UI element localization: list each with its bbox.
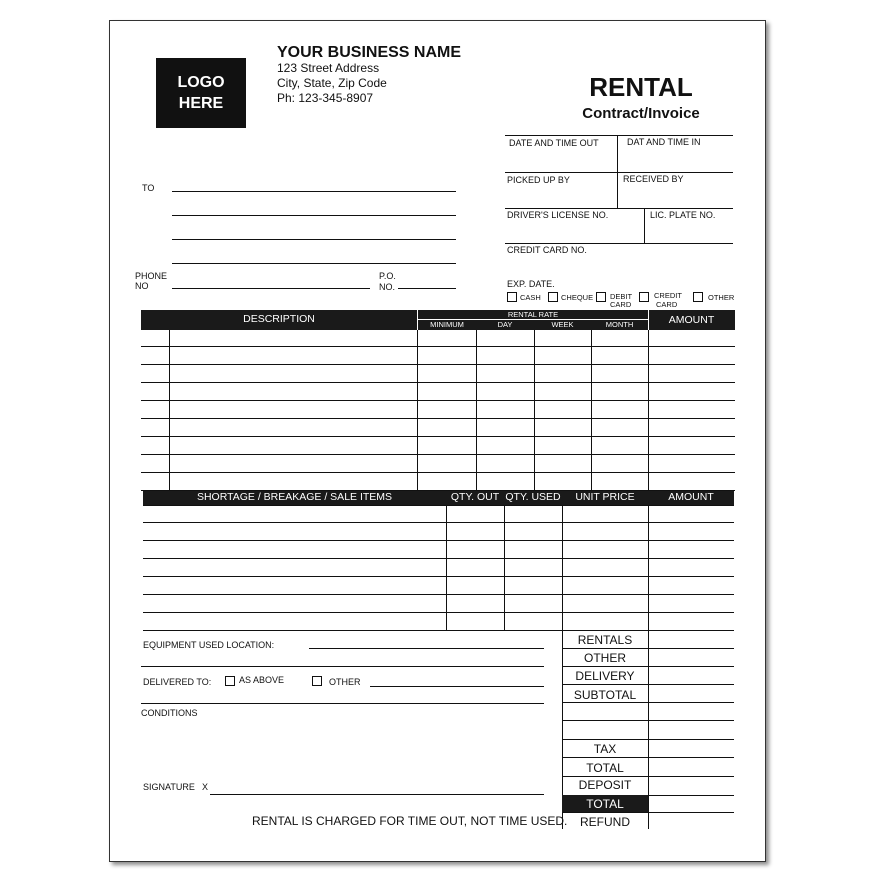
cash-checkbox[interactable] [507,292,517,302]
rental-row-line [141,418,735,419]
delivery-total-label: DELIVERY [575,669,635,683]
credit-card-field[interactable]: CREDIT CARD NO. [507,245,587,255]
other-payment-label: OTHER [708,293,735,302]
other-payment-checkbox[interactable] [693,292,703,302]
sale-column-line [648,505,649,630]
delivered-other-label: OTHER [329,677,361,687]
to-line-2[interactable] [172,215,456,216]
conditions-rule [141,703,544,704]
sale-column-line [446,505,447,630]
debit-label: DEBIT [610,292,633,301]
business-phone: Ph: 123-345-8907 [277,91,374,105]
qty-used-header: QTY. USED [505,491,561,503]
total-label: TOTAL [586,761,624,775]
drivers-license-field[interactable]: DRIVER'S LICENSE NO. [507,210,609,220]
rental-policy-note: RENTAL IS CHARGED FOR TIME OUT, NOT TIME USED. [252,814,568,828]
exp-date-field[interactable]: EXP. DATE. [507,279,555,289]
signature-label: SIGNATURE [143,782,195,792]
month-header: MONTH [605,320,634,329]
sale-items-header: SHORTAGE / BREAKAGE / SALE ITEMS [196,491,393,503]
sale-amount-header: AMOUNT [668,491,714,503]
po-label: P.O. [379,271,396,281]
conditions-label: CONDITIONS [141,708,198,718]
credit-card-checkbox[interactable] [639,292,649,302]
as-above-label: AS ABOVE [239,675,285,685]
subtotal-label: SUBTOTAL [573,688,637,702]
po-label-no: NO. [379,282,396,292]
sale-row-line [143,505,734,506]
rental-row-line [141,346,735,347]
rental-header-divider-1 [417,310,418,330]
rental-header-divider-2 [648,310,649,330]
delivered-other-field[interactable] [370,686,544,687]
logo-placeholder [156,58,246,128]
sale-column-line [504,505,505,630]
to-label: TO [142,183,155,193]
sale-row-line [143,576,734,577]
info-rule-1 [505,135,733,136]
date-time-out-field[interactable]: DATE AND TIME OUT [509,138,599,148]
business-address: 123 Street Address [277,61,380,75]
equipment-location-label: EQUIPMENT USED LOCATION: [143,640,275,650]
cheque-label: CHEQUE [561,293,594,302]
credit-label: CREDIT [654,291,682,300]
to-line-1[interactable] [172,191,456,192]
rental-row-line [141,382,735,383]
debit-card-checkbox[interactable] [596,292,606,302]
rental-column-line [534,330,535,490]
description-header: DESCRIPTION [243,313,315,325]
tax-label: TAX [593,742,617,756]
info-rule-2 [505,172,733,173]
rental-column-line [648,330,649,490]
document-title: RENTAL [589,72,693,102]
rental-row-line [141,472,735,473]
grand-total-label: TOTAL [586,797,624,811]
po-field[interactable] [398,288,456,289]
sale-column-line [562,505,563,630]
to-line-4[interactable] [172,263,456,264]
delivered-to-label: DELIVERED TO: [143,677,212,687]
rentals-total-label: RENTALS [577,633,633,647]
rental-column-line [476,330,477,490]
rental-row-line [141,454,735,455]
rental-column-line [591,330,592,490]
lic-plate-field[interactable]: LIC. PLATE NO. [650,210,716,220]
signature-x: X [202,782,209,792]
minimum-header: MINIMUM [430,320,464,329]
logo-text-line-1: LOGO [177,74,225,91]
sale-row-line [143,558,734,559]
info-rule-3 [505,208,733,209]
rental-row-line [141,400,735,401]
rental-rate-header: RENTAL RATE [507,310,559,319]
unit-price-header: UNIT PRICE [575,491,635,503]
sale-row-line [143,540,734,541]
logo-text-line-2: HERE [178,95,224,112]
sale-row-line [143,522,734,523]
qty-out-header: QTY. OUT [450,491,500,503]
equipment-location-line-2[interactable] [141,666,544,667]
phone-label: PHONE [135,271,168,281]
amount-header: AMOUNT [668,314,715,326]
received-by-field[interactable]: RECEIVED BY [623,174,684,184]
rental-column-line [417,330,418,490]
rental-row-line [141,364,735,365]
business-city: City, State, Zip Code [277,76,387,90]
rental-row-line [141,436,735,437]
week-header: WEEK [551,320,574,329]
rental-column-line [169,330,170,490]
credit-card-label: CARD [656,300,678,309]
day-header: DAY [497,320,513,329]
cash-label: CASH [520,293,541,302]
info-divider-1 [617,135,618,208]
debit-card-label: CARD [610,300,632,309]
to-line-3[interactable] [172,239,456,240]
info-divider-2 [644,208,645,243]
phone-field[interactable] [172,288,370,289]
other-total-label: OTHER [584,651,626,665]
cheque-checkbox[interactable] [548,292,558,302]
totals-column-line-right [648,630,649,829]
business-name: YOUR BUSINESS NAME [277,44,462,61]
as-above-checkbox[interactable] [225,676,235,686]
sale-row-line [143,630,734,631]
date-time-in-field[interactable]: DAT AND TIME IN [627,137,701,147]
phone-label-no: NO [135,281,149,291]
picked-up-by-field[interactable]: PICKED UP BY [507,175,570,185]
refund-label: REFUND [580,815,630,829]
sale-row-line [143,594,734,595]
deposit-label: DEPOSIT [578,778,632,792]
sale-row-line [143,612,734,613]
signature-field[interactable] [210,794,544,795]
document-subtitle: Contract/Invoice [582,105,700,122]
delivered-other-checkbox[interactable] [312,676,322,686]
info-rule-4 [505,243,733,244]
equipment-location-field[interactable] [309,648,544,649]
